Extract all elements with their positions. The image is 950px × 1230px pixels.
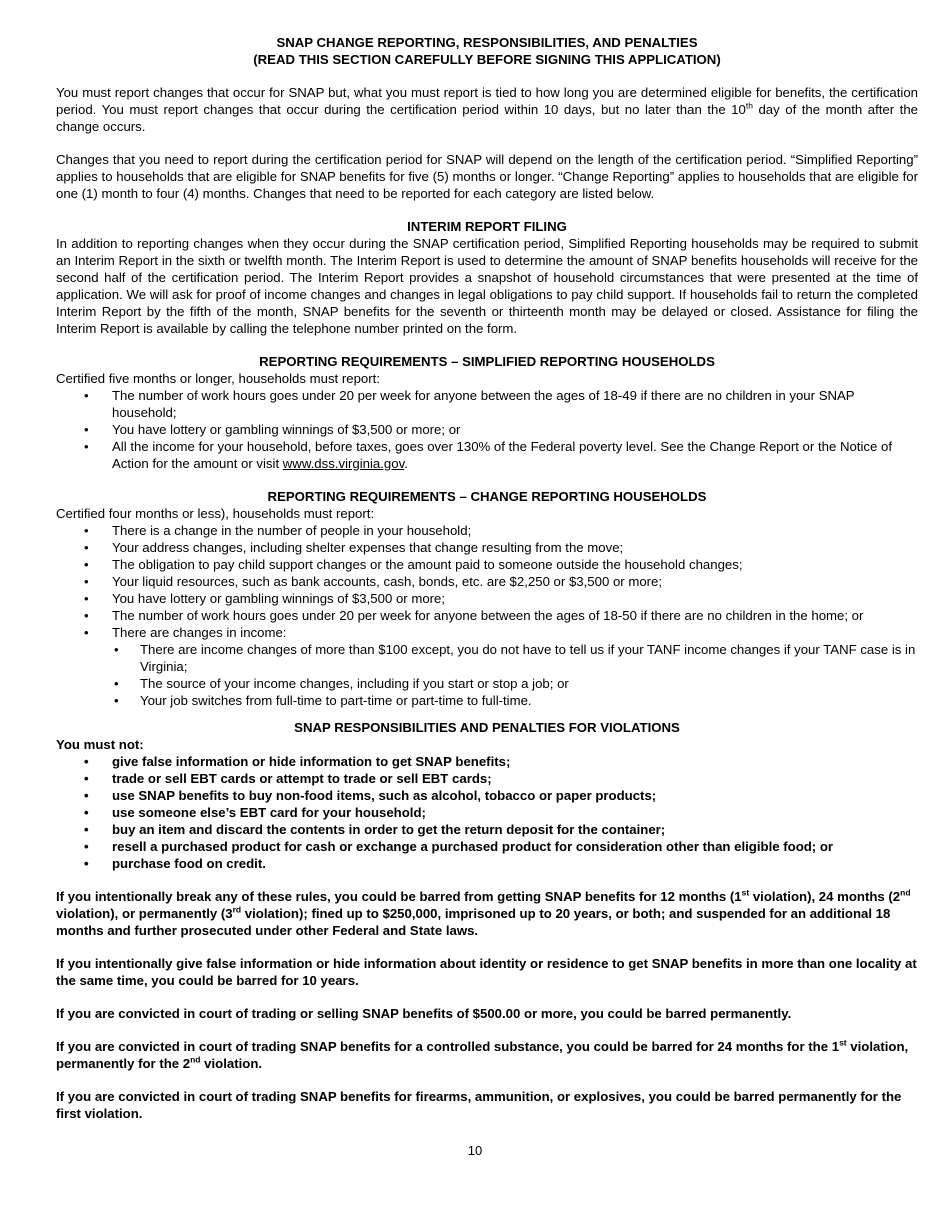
list-item: • resell a purchased product for cash or exchange a purchased product for consideration other than eligible food; or [84,839,834,854]
intro-paragraph-2: Changes that you need to report during the certification period for SNAP will depend on the length of the certification period. “Simplified Reporting” applies to households that are eligible for SNAP benefits for five (5) months or longer. “Change Reporting” applies to households that are eligible for one (1) month to four (4) months. Changes that need to be reported for each category are listed below. [56,152,918,201]
change-intro: Certified four months or less), households must report: [56,506,375,521]
document-page [56,34,918,1122]
list-item: • There is a change in the number of people in your household; [84,523,472,538]
interim-paragraph: In addition to reporting changes when they occur during the SNAP certification period, Simplified Reporting households may be required to submit an Interim Report in the sixth or twelfth month. The Interim Report is used to determine the amount of SNAP benefits households will receive for the second half of the certification period. The Interim Report provides a snapshot of household circumstances that were presented at the time of application. We will ask for proof of income changes and changes in legal obligations to pay child support. If households fail to return the completed Interim Report by the fifth of the month, SNAP benefits for the seventh or thirteenth month may be delayed or closed. Assistance for filing the Interim Report is available by calling the telephone number printed on the form. [56,236,918,336]
list-item: • trade or sell EBT cards or attempt to trade or sell EBT cards; [84,771,492,786]
penalty-paragraph-firearms: If you are convicted in court of trading SNAP benefits for firearms, ammunition, or explosives, you could be barred permanently for the first violation. [56,1089,902,1121]
list-item: • The number of work hours goes under 20 per week for anyone between the ages of 18-50 if there are no children in the home; or [84,608,864,623]
simplified-heading: REPORTING REQUIREMENTS – SIMPLIFIED REPORTING HOUSEHOLDS [259,354,715,369]
penalty-paragraph-identity: If you intentionally give false information or hide information about identity or residence to get SNAP benefits in more than one locality at the same time, you could be barred for 10 years. [56,956,917,988]
dss-website-link[interactable]: www.dss.virginia.gov [282,456,405,471]
list-item: • The number of work hours goes under 20 per week for anyone between the ages of 18-49 if there are no children in your SNAP household; [84,388,855,420]
list-item: • There are changes in income: [84,625,287,640]
intro-paragraph-1: You must report changes that occur for SNAP but, what you must report is tied to how long you are determined eligible for benefits, the certification period. You must report changes that occur during the certification period within 10 days, but no later than the 10th day of the month after the change occurs. [56,85,918,134]
list-item: • buy an item and discard the contents in order to get the return deposit for the container; [84,822,666,837]
must-not-label: You must not: [56,737,144,752]
penalty-paragraph-controlled-substance: If you are convicted in court of trading SNAP benefits for a controlled substance, you could be barred for 24 months for the 1st violation, permanently for the 2nd violation. [56,1037,909,1071]
penalty-paragraph-violations: If you intentionally break any of these rules, you could be barred from getting SNAP benefits for 12 months (1st violation), 24 months (2nd violation), or permanently (3rd violation); fined up to $250,000, imprisoned up to 20 years, or both; and suspended for an additional 18 months and further prosecuted under other Federal and State laws. [56,887,911,938]
change-list [56,522,918,641]
interim-heading: INTERIM REPORT FILING [407,219,567,234]
list-item: • The source of your income changes, including if you start or stop a job; or [114,676,569,691]
list-item: • You have lottery or gambling winnings of $3,500 or more; [84,591,446,606]
list-item: • There are income changes of more than $100 except, you do not have to tell us if your TANF income changes if your TANF case is in Virginia; [114,642,916,674]
list-item: • give false information or hide information to get SNAP benefits; [84,754,511,769]
list-item: • The obligation to pay child support changes or the amount paid to someone outside the household changes; [84,557,743,572]
list-item: • Your liquid resources, such as bank accounts, cash, bonds, etc. are $2,250 or $3,500 or more; [84,574,663,589]
income-change-sublist [56,641,918,709]
list-item: • use someone else’s EBT card for your household; [84,805,426,820]
prohibited-actions-list [56,753,918,872]
list-item: • All the income for your household, before taxes, goes over 130% of the Federal poverty level. See the Change Report or the Notice of Action for the amount or visit www.dss.virginia.gov. [84,439,892,471]
list-item: • purchase food on credit. [84,856,266,871]
list-item: • Your job switches from full-time to part-time or part-time to full-time. [114,693,532,708]
change-heading: REPORTING REQUIREMENTS – CHANGE REPORTING HOUSEHOLDS [267,489,707,504]
document-title-line-1: SNAP CHANGE REPORTING, RESPONSIBILITIES, AND PENALTIES [276,35,698,50]
penalty-paragraph-trading: If you are convicted in court of trading or selling SNAP benefits of $500.00 or more, you could be barred permanently. [56,1006,792,1021]
simplified-intro: Certified five months or longer, households must report: [56,371,380,386]
list-item: • Your address changes, including shelter expenses that change resulting from the move; [84,540,624,555]
list-item: • use SNAP benefits to buy non-food items, such as alcohol, tobacco or paper products; [84,788,657,803]
list-item: • You have lottery or gambling winnings of $3,500 or more; or [84,422,461,437]
simplified-list [56,387,918,472]
document-title-line-2: (READ THIS SECTION CAREFULLY BEFORE SIGNING THIS APPLICATION) [253,52,721,67]
penalties-heading: SNAP RESPONSIBILITIES AND PENALTIES FOR VIOLATIONS [294,720,680,735]
page-number: 10 [467,1143,483,1158]
